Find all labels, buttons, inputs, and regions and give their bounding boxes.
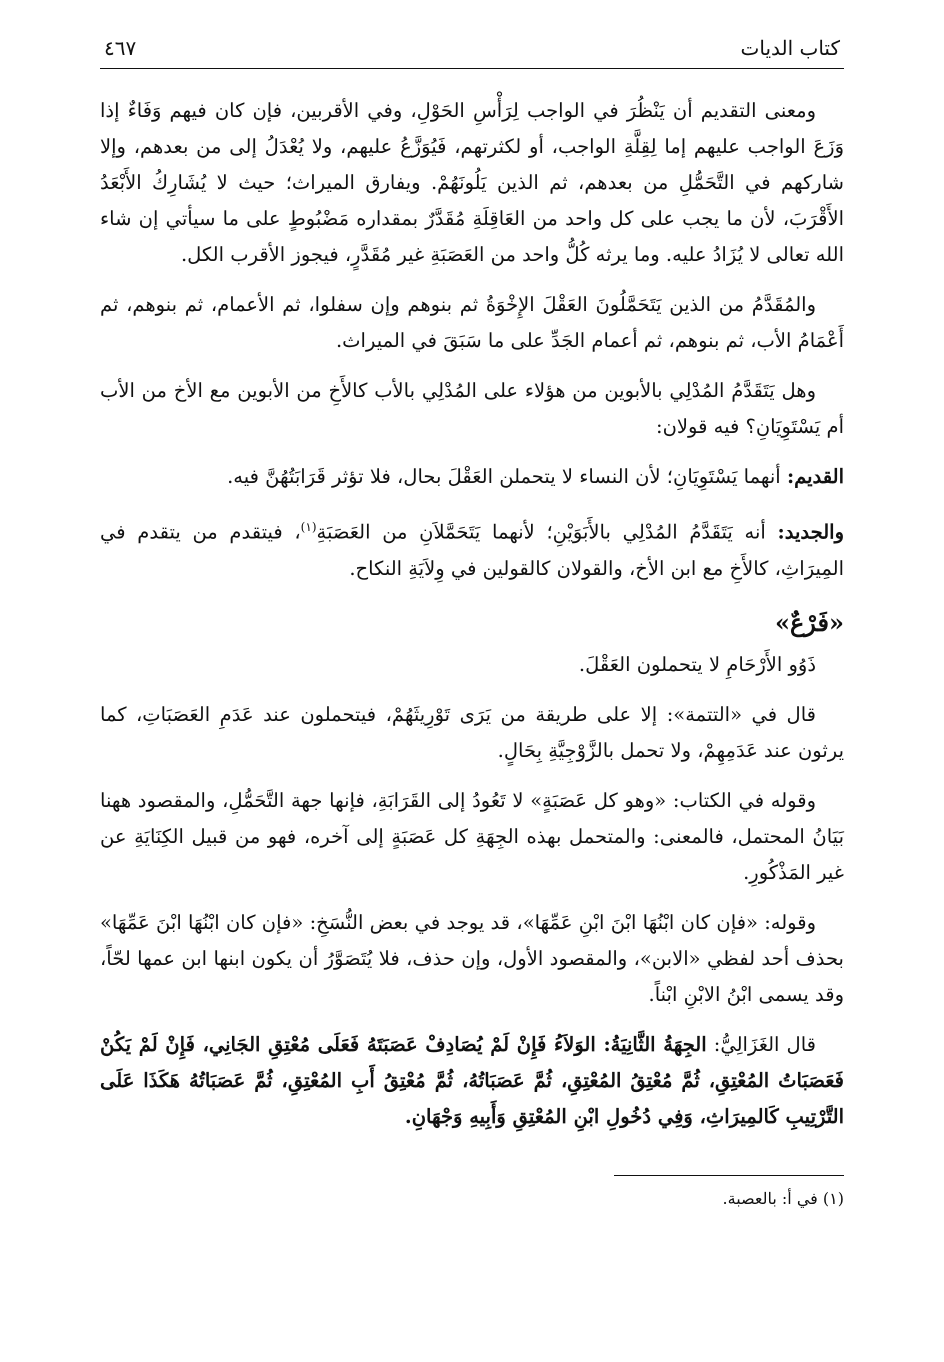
ghazali-text: الجِهَةُ الثَّانِيَةُ: الوَلاَءُ فَإِنْ لَمْ يُصَادِفْ عَصَبَتَهُ فَعَلَى مُعْتِقِ الجَانِي، فَإِنْ لَمْ يَكُنْ فَعَصَبَاتُ المُعْتِقِ، ثُمَّ مُعْتِقُ المُعْتِقِ، ثُمَّ عَصَبَاتُهُ، ثُمَّ مُعْتِقُ أَبِ المُعْتِقِ، ثُمَّ عَصَبَاتُهُ هَكَذَا عَلَى التَّرْتِيبِ كَالمِيرَاثِ، وَفِي دُخُولِ ابْنِ المُعْتِقِ وَأَبِيهِ وَجْهَانِ. — [100, 1032, 844, 1128]
footnote — [100, 1186, 844, 1212]
qadim-paragraph — [100, 459, 844, 495]
far-heading: «فَرْعٌ» — [774, 607, 844, 637]
footnote-divider — [614, 1175, 844, 1176]
jadid-label: والجديد: — [777, 520, 844, 544]
footnote-text: في أ: بالعصبة. — [722, 1188, 818, 1208]
page-header — [100, 28, 844, 69]
paragraph: ذَوُو الأَرْحَامِ لا يتحملون العَقْلَ. — [578, 652, 816, 676]
ghazali-label: قال الغَزَالِيُّ: — [713, 1032, 816, 1056]
paragraph: والمُقَدَّمُ من الذين يَتَحَمَّلُونَ العَقْلَ الإِخْوَةُ ثم بنوهم وإن سفلوا، ثم الأعمام، ثم بنوهم، ثم أَعْمَامُ الأب، ثم بنوهم، ثم أعمام الجَدِّ على ما سَبَقَ في الميراث. — [100, 293, 844, 352]
jadid-text-after: ، فيتقدم من يتقدم في المِيرَاثِ، كالأَخِ مع ابن الأخ، والقولان كالقولين في وِلاَيَةِ النكاح. — [100, 520, 844, 580]
footnote-reference: (١) — [300, 520, 317, 534]
paragraph: وقوله في الكتاب: «وهو كل عَصَبَةٍ» لا تَعُودُ إلى القَرَابَةِ، فإنها جهة التَّحَمُّلِ، والمقصود ههنا بَيَانُ المحتمل، فالمعنى: والمتحمل بهذه الجِهَةِ كل عَصَبَةٍ إلى آخره، فهو من قبيل الكِنَايَةِ عن غير المَذْكُورِ. — [100, 788, 844, 884]
book-page — [100, 28, 844, 1328]
paragraph: ومعنى التقديم أن يَنْظُرَ في الواجب لِرَأْسِ الحَوْلِ، وفي الأقربين، فإن كان فيهم وَفَاءٌ إذا وَزَعَ الواجب عليهم إما لِقِلَّةِ الواجب، أو لكثرتهم، فَيُوَزَّعُ عليهم، ولا يُعْدَلُ إلى من بعدهم، وإلا شاركهم في التَّحَمُّلِ من بعدهم، ثم الذين يَلُونَهُمْ. ويفارق الميراث؛ حيث لا يُشَارِكُ الأَبْعَدُ الأَقْرَبَ، لأن ما يجب على كل واحد من العَاقِلَةِ مُقَدَّرٌ بمقداره مَضْبُوطٍ على ما سيأتي إن شاء الله تعالى لا يُزَادُ عليه. وما يرثه كُلُّ واحد من العَصَبَةِ غير مُقَدَّرٍ، فيجوز الأقرب الكل. — [100, 99, 844, 266]
jadid-text-before: أنه يَتَقَدَّمُ المُدْلِي بالأَبَوَيْنِ؛ لأنهما يَتَحَمَّلاَنِ من العَصَبَةِ — [316, 520, 766, 544]
footnote-number: (١) — [822, 1188, 844, 1208]
paragraph: وقوله: «فإن كان ابْنُهَا ابْنَ ابْنِ عَمِّهَا»، قد يوجد في بعض النُّسَخِ: «فإن كان ابْنُهَا ابْنَ عَمِّهَا» بحذف أحد لفظي «الابن»، والمقصود الأول، وإن حذف، فلا يُتَصَوَّرُ أن يكون ابنها ابن عمها لحّاً، وقد يسمى ابْنُ الابْنِ ابْناً. — [100, 910, 844, 1006]
jadid-paragraph — [100, 509, 844, 587]
running-title: كتاب الديات — [740, 36, 840, 60]
ghazali-paragraph — [100, 1027, 844, 1135]
qadim-text: أنهما يَسْتَوِيَانِ؛ لأن النساء لا يتحملن العَقْلَ بحال، فلا تؤثر قَرَابَتُهُنَّ فيه. — [227, 465, 781, 488]
main-text — [100, 93, 844, 1135]
qadim-label: القديم: — [786, 465, 844, 488]
page-number: ٤٦٧ — [104, 36, 137, 60]
paragraph: قال في «التتمة»: إلا على طريقة من يَرَى تَوْرِيثَهُمْ، فيتحملون عند عَدَمِ العَصَبَاتِ، كما يرثون عند عَدَمِهِمْ، ولا تحمل بالزَّوْجِيَّةِ بِحَالٍ. — [100, 702, 844, 762]
paragraph: وهل يَتَقَدَّمُ المُدْلِي بالأبوين من هؤلاء على المُدْلِي بالأب كالأَخِ من الأبوين مع الأخ من الأب أم يَسْتَوِيَانِ؟ فيه قولان: — [100, 379, 844, 438]
